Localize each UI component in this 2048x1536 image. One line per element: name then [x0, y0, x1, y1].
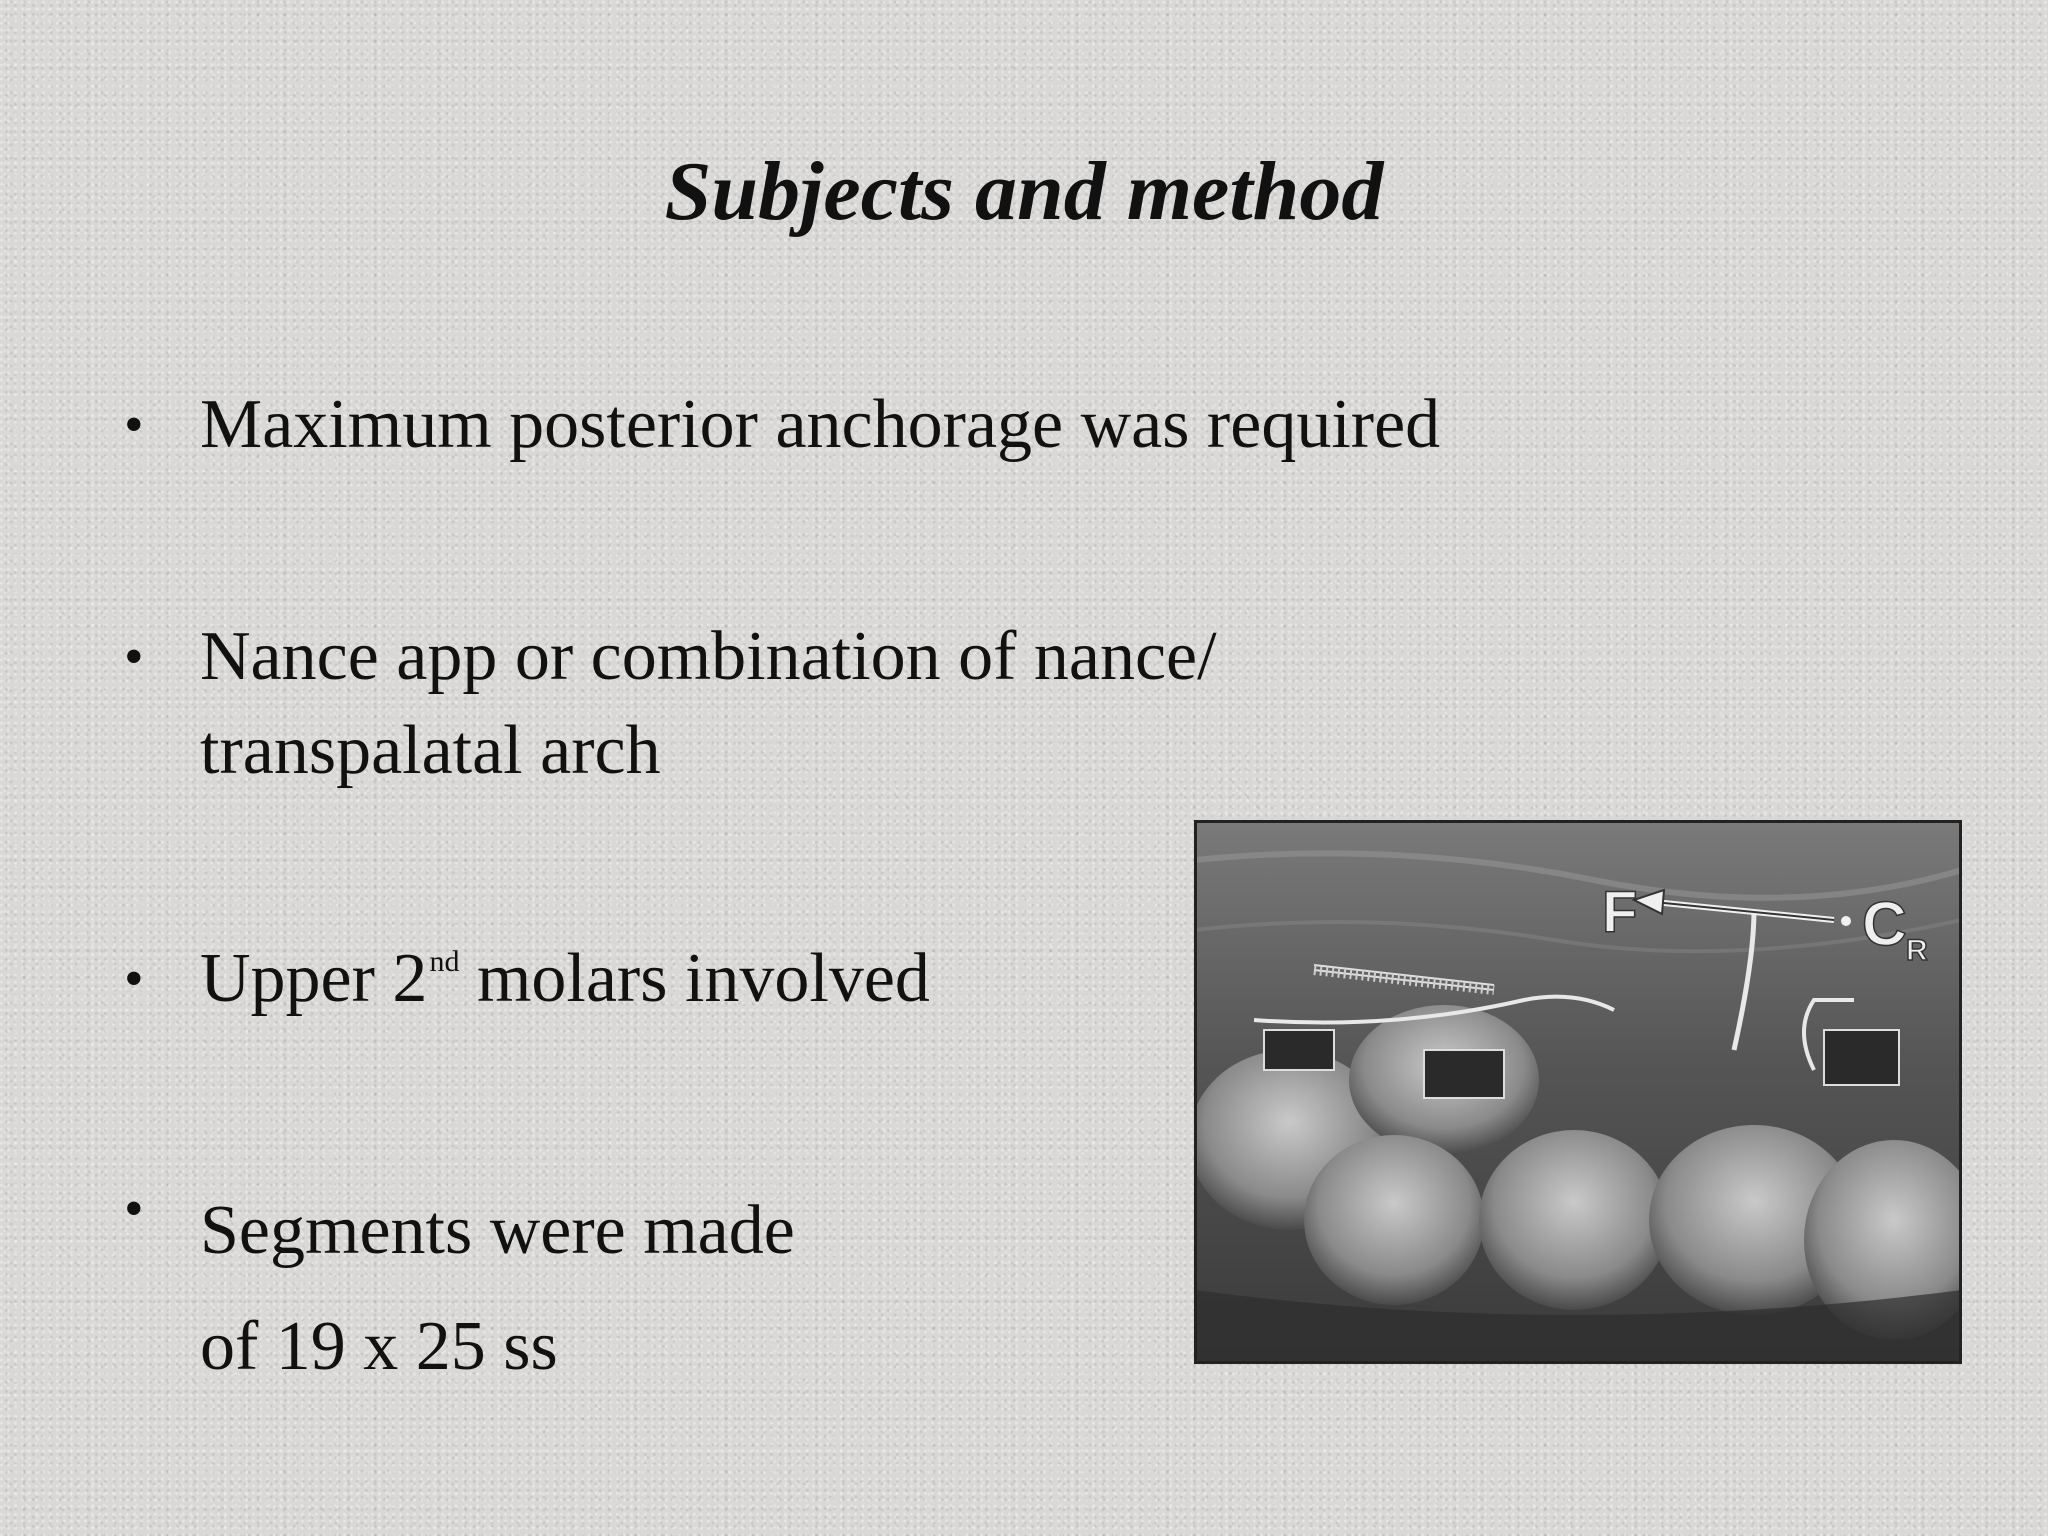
- bullet-glyph: •: [124, 948, 144, 1010]
- bullet-line-1: Segments were made: [200, 1192, 795, 1269]
- bullet-item-4: [124, 1162, 795, 1394]
- bracket: [1264, 1030, 1334, 1070]
- ordinal-suffix: nd: [429, 945, 460, 978]
- photo-illustration: [1194, 820, 1962, 1364]
- force-label: F: [1602, 880, 1638, 945]
- dental-appliance-photo: [1194, 820, 1962, 1364]
- tooth: [1479, 1130, 1669, 1310]
- bullet-line-1: Nance app or combination of nance/: [200, 618, 1217, 695]
- bullet-glyph: •: [124, 394, 144, 456]
- bullet-glyph: •: [124, 1178, 144, 1240]
- center-label: C: [1862, 890, 1907, 959]
- bullet-text: [200, 610, 1217, 798]
- bracket: [1424, 1050, 1504, 1098]
- bullet-text-post: molars involved: [459, 940, 930, 1017]
- tooth: [1304, 1135, 1484, 1305]
- bullet-text: [200, 1162, 795, 1394]
- bullet-item-3: [124, 932, 930, 1039]
- bullet-text: Maximum posterior anchorage was required: [200, 386, 1441, 463]
- bracket: [1824, 1030, 1899, 1085]
- bullet-text: [200, 932, 930, 1039]
- bullet-text-pre: Upper 2: [200, 940, 428, 1017]
- bullet-line-2: of 19 x 25 ss: [200, 1308, 558, 1385]
- bullet-glyph: •: [124, 626, 144, 688]
- slide-title: Subjects and method: [664, 145, 1384, 238]
- bullet-item-1: [124, 378, 1440, 472]
- center-of-resistance-dot: [1841, 916, 1851, 926]
- bullet-item-2: [124, 610, 1217, 798]
- bullet-line-2: transpalatal arch: [200, 712, 661, 789]
- center-label-subscript: R: [1906, 934, 1928, 967]
